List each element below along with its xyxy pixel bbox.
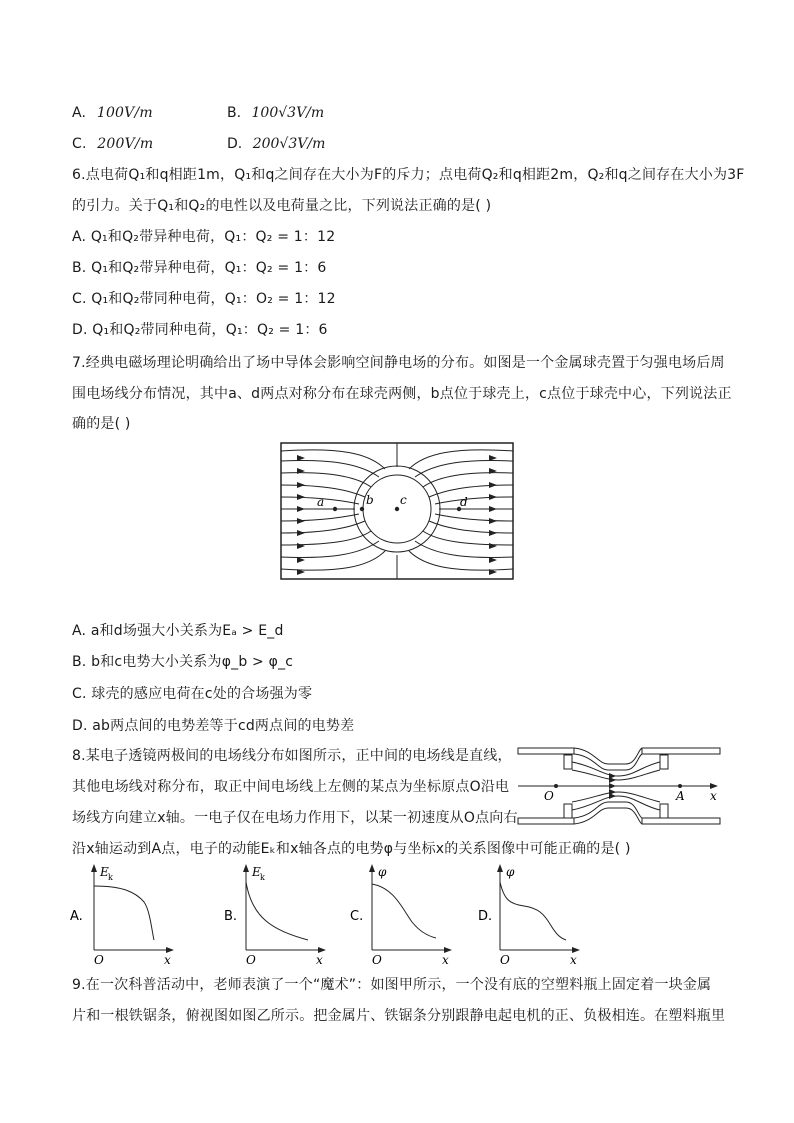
graph-a-xlabel: x <box>164 953 171 967</box>
graph-b-curve <box>246 882 308 940</box>
q5-option-b: B. 100√3V/m <box>227 105 325 121</box>
figure-electron-lens <box>514 742 726 830</box>
graph-c-curve <box>372 884 436 938</box>
q8-stem-line4: 沿x轴运动到A点，电子的动能Eₖ和x轴各点的电势φ与坐标x的关系图像中可能正确的是( ) <box>72 841 631 857</box>
q8-stem-line2: 其他电场线对称分布，取正中间电场线上左侧的某点为坐标原点O沿电 <box>72 779 510 795</box>
q7-option-b: B. b和c电势大小关系为φ_b > φ_c <box>72 654 294 670</box>
graph-a-ylabel: E <box>100 865 109 879</box>
q6-stem-line1: 6.点电荷Q₁和q相距1m，Q₁和q之间存在大小为F的斥力；点电荷Q₂和q相距2m，Q₂和q之间存在大小为3F <box>72 167 745 183</box>
label-d: d <box>460 495 468 509</box>
label-a: a <box>317 495 325 509</box>
graph-b-xlabel: x <box>316 953 323 967</box>
q9-stem-line2: 片和一根铁锯条，俯视图如图乙所示。把金属片、铁锯条分别跟静电起电机的正、负极相连。在塑料瓶里 <box>72 1008 726 1024</box>
graph-c-xlabel: x <box>442 953 449 967</box>
graph-a-curve <box>94 886 154 940</box>
q5-option-c: C. 200V/m <box>72 136 154 152</box>
lens-point-a-label: A <box>676 789 685 803</box>
graph-c-letter: C. <box>350 909 364 924</box>
q6-option-c: C. Q₁和Q₂带同种电荷，Q₁：O₂ = 1：12 <box>72 291 336 307</box>
q7-stem-line2: 围电场线分布情况，其中a、d两点对称分布在球壳两侧，b点位于球壳上，c点位于球壳中心，下列说法正 <box>72 386 732 402</box>
graph-c-origin: O <box>372 953 382 967</box>
label-c: c <box>400 493 407 507</box>
graph-c-ylabel: φ <box>378 865 387 879</box>
graph-a-origin: O <box>94 953 104 967</box>
q7-option-c: C. 球壳的感应电荷在c处的合场强为零 <box>72 686 313 702</box>
lens-axis-label: x <box>710 789 717 803</box>
q7-option-a: A. a和d场强大小关系为Eₐ > E_d <box>72 623 284 639</box>
q8-option-graphs <box>66 862 486 970</box>
label-b: b <box>366 493 374 507</box>
q6-option-a: A. Q₁和Q₂带异种电荷，Q₁：Q₂ = 1：12 <box>72 229 336 245</box>
graph-d-curve <box>500 882 566 940</box>
q7-option-d: D. ab两点间的电势差等于cd两点间的电势差 <box>72 718 355 734</box>
figure-metal-shell-field <box>279 441 515 581</box>
graph-d-xlabel: x <box>570 953 577 967</box>
graph-b-ysub: k <box>260 873 265 882</box>
q7-stem-line1: 7.经典电磁场理论明确给出了场中导体会影响空间静电场的分布。如图是一个金属球壳置于匀强电场后周 <box>72 355 725 371</box>
q5-option-d: D. 200√3V/m <box>227 136 326 152</box>
q9-stem-line1: 9.在一次科普活动中，老师表演了一个“魔术”：如图甲所示，一个没有底的空塑料瓶上固定着一块金属 <box>72 977 712 993</box>
q8-stem-line3: 场线方向建立x轴。一电子仅在电场力作用下，以某一初速度从O点向右 <box>72 810 518 826</box>
graph-b-origin: O <box>246 953 256 967</box>
graph-a-ysub: k <box>108 873 113 882</box>
q8-graph-d <box>476 862 586 970</box>
graph-b-ylabel: E <box>252 865 261 879</box>
lens-origin-label: O <box>544 789 554 803</box>
graph-a-letter: A. <box>70 909 83 924</box>
q8-stem-line1: 8.某电子透镜两极间的电场线分布如图所示，正中间的电场线是直线， <box>72 748 512 764</box>
q6-option-d: D. Q₁和Q₂带同种电荷，Q₁：Q₂ = 1：6 <box>72 322 328 338</box>
q5-option-a: A. 100V/m <box>72 105 153 121</box>
graph-d-ylabel: φ <box>506 865 515 879</box>
graph-b-letter: B. <box>224 909 238 924</box>
q6-stem-line2: 的引力。关于Q₁和Q₂的电性以及电荷量之比，下列说法正确的是( ) <box>72 198 492 214</box>
graph-d-origin: O <box>500 953 510 967</box>
q6-option-b: B. Q₁和Q₂带异种电荷，Q₁：Q₂ = 1：6 <box>72 260 327 276</box>
q7-stem-line3: 确的是( ) <box>72 416 131 432</box>
graph-d-letter: D. <box>478 909 493 924</box>
